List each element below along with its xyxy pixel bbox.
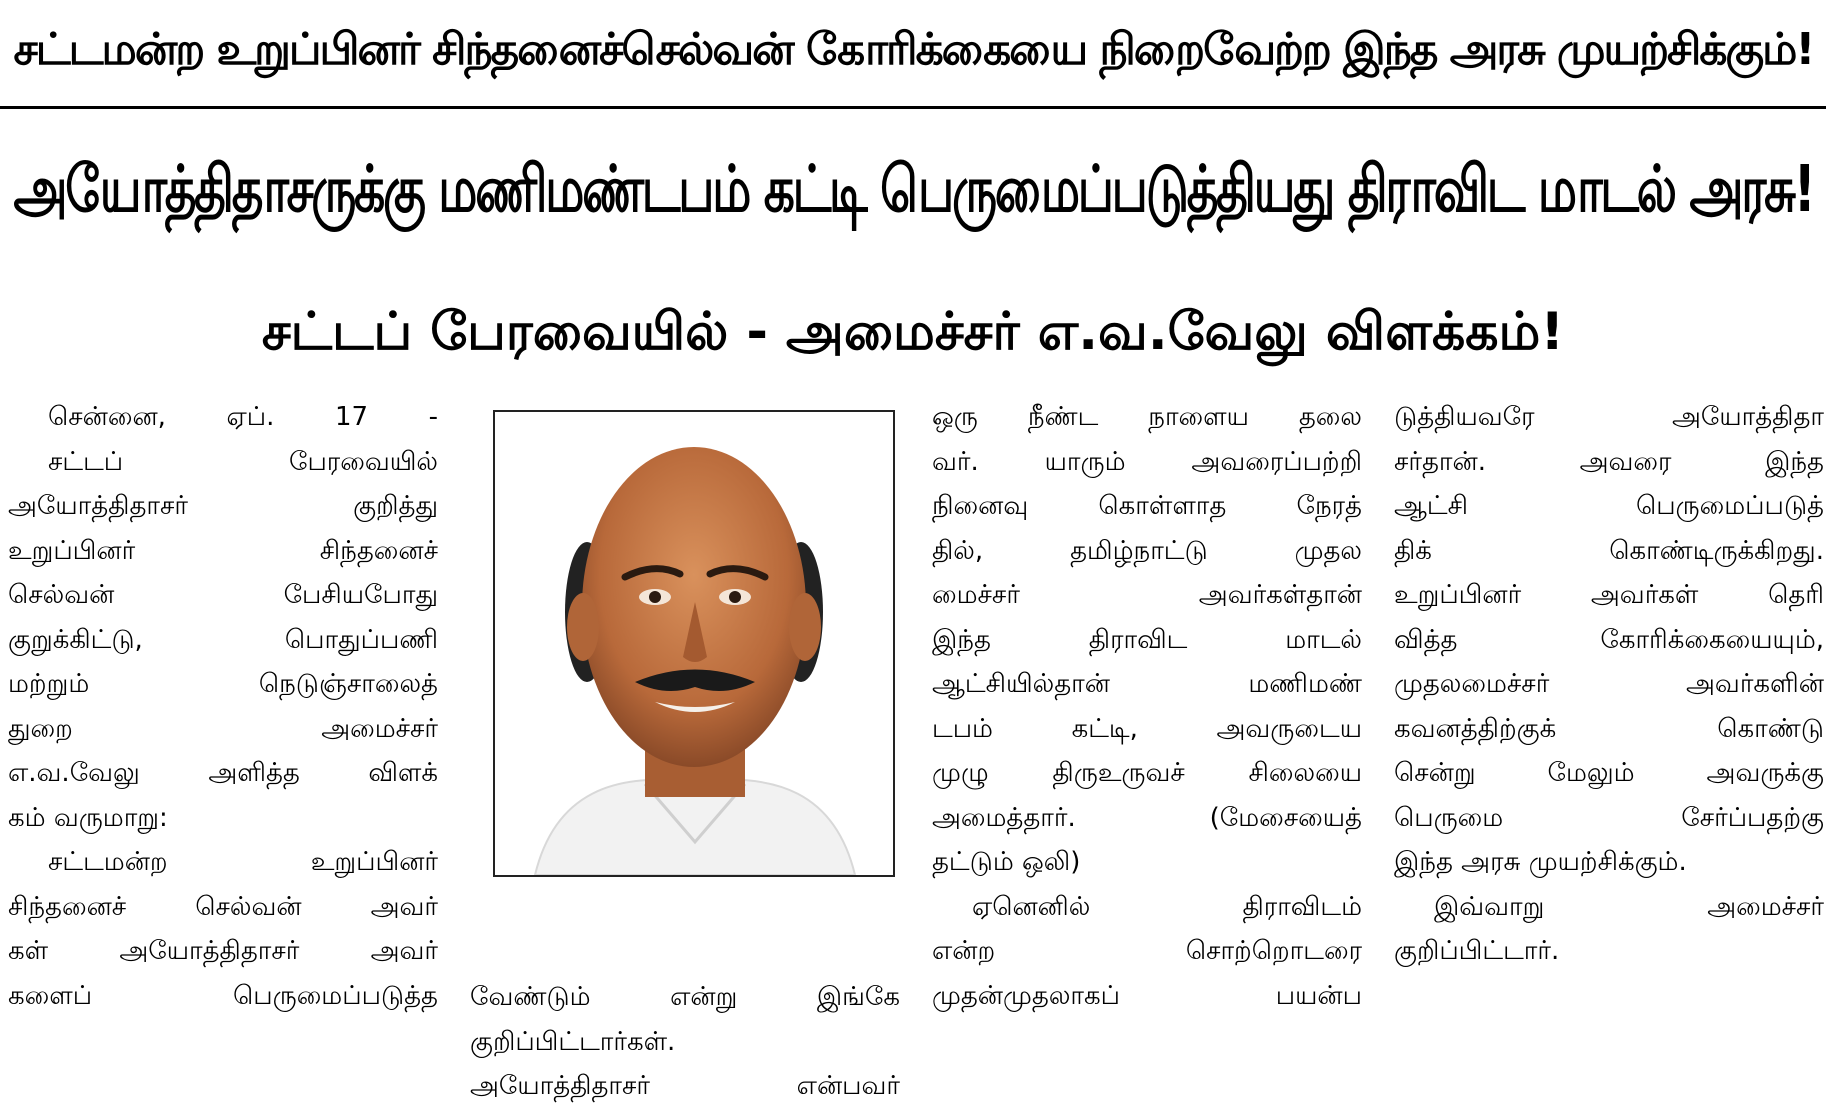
column-line: சென்னை, ஏப். 17 - [48, 402, 438, 432]
column-line: கள் அயோத்திதாசர் அவர் [8, 936, 438, 966]
article-column-2 [470, 975, 900, 1109]
column-line: பெருமை சேர்ப்பதற்கு [1394, 802, 1824, 833]
column-line: செல்வன் பேசியபோது [8, 580, 438, 610]
column-line: சட்டமன்ற உறுப்பினர் [48, 847, 438, 877]
column-line: அயோத்திதாசர் என்பவர் [470, 1071, 900, 1101]
column-line: கம் வருமாறு: [8, 802, 168, 833]
kicker-headline: சட்டமன்ற உறுப்பினர் சிந்தனைச்செல்வன் கோரிக்கையை நிறைவேற்ற இந்த அரசு முயற்சிக்கும்! [13, 23, 1813, 75]
column-line: தில், தமிழ்நாட்டு முதல [932, 535, 1362, 566]
column-line: இந்த திராவிட மாடல் [932, 624, 1362, 655]
column-line: சிந்தனைச் செல்வன் அவர் [8, 891, 438, 922]
column-line: மைச்சர் அவர்கள்தான் [932, 580, 1362, 610]
column-line: சர்தான். அவரை இந்த [1394, 446, 1824, 477]
column-line: முழு திருஉருவச் சிலையை [932, 758, 1362, 788]
column-line: என்ற சொற்றொடரை [932, 936, 1362, 966]
column-line: வேண்டும் என்று இங்கே [470, 982, 900, 1012]
column-line: டுத்தியவரே அயோத்திதா [1394, 402, 1824, 432]
column-line: ஏனெனில் திராவிடம் [972, 891, 1362, 922]
column-line: ஆட்சி பெருமைப்படுத் [1394, 491, 1824, 521]
portrait-illustration [495, 412, 893, 875]
column-line: தட்டும் ஒலி) [932, 847, 1081, 877]
portrait-photo [493, 410, 895, 877]
sub-headline: சட்டப் பேரவையில் - அமைச்சர் எ.வ.வேலு விளக்கம்! [261, 301, 1565, 362]
column-line: குறிப்பிட்டார்கள். [470, 1026, 676, 1057]
main-headline: அயோத்திதாசருக்கு மணிமண்டபம் கட்டி பெருமைப்படுத்தியது திராவிட மாடல் அரசு! [13, 153, 1813, 227]
column-line: உறுப்பினர் அவர்கள் தெரி [1394, 580, 1824, 610]
article-column-1 [8, 395, 438, 1018]
column-line: ஆட்சியில்தான் மணிமண் [932, 669, 1362, 699]
column-line: டபம் கட்டி, அவருடைய [932, 713, 1362, 744]
column-line: சட்டப் பேரவையில் [48, 446, 438, 477]
column-line: குறுக்கிட்டு, பொதுப்பணி [8, 624, 438, 655]
column-line: வித்த கோரிக்கையையும், [1394, 624, 1824, 655]
column-line: வர். யாரும் அவரைப்பற்றி [932, 446, 1362, 477]
column-line: அமைத்தார். (மேசையைத் [932, 802, 1362, 833]
column-line: களைப் பெருமைப்படுத்த [8, 980, 438, 1011]
column-line: இந்த அரசு முயற்சிக்கும். [1394, 847, 1687, 877]
column-line: அயோத்திதாசர் குறித்து [8, 491, 438, 521]
column-line: கவனத்திற்குக் கொண்டு [1394, 713, 1824, 744]
column-line: குறிப்பிட்டார். [1394, 936, 1560, 966]
column-line: திக் கொண்டிருக்கிறது. [1394, 535, 1824, 566]
column-line: ஒரு நீண்ட நாளைய தலை [932, 402, 1362, 432]
divider-rule [0, 106, 1826, 109]
column-line: மற்றும் நெடுஞ்சாலைத் [8, 669, 438, 699]
column-line: சென்று மேலும் அவருக்கு [1394, 758, 1824, 788]
column-line: முதலமைச்சர் அவர்களின் [1394, 669, 1824, 699]
column-line: இவ்வாறு அமைச்சர் [1434, 891, 1824, 922]
column-line: நினைவு கொள்ளாத நேரத் [932, 491, 1362, 521]
article-column-4 [1394, 395, 1824, 974]
column-line: உறுப்பினர் சிந்தனைச் [8, 535, 438, 566]
article-column-3 [932, 395, 1362, 1018]
column-line: எ.வ.வேலு அளித்த விளக் [8, 758, 438, 788]
column-line: முதன்முதலாகப் பயன்ப [932, 980, 1362, 1011]
column-line: துறை அமைச்சர் [8, 713, 438, 744]
